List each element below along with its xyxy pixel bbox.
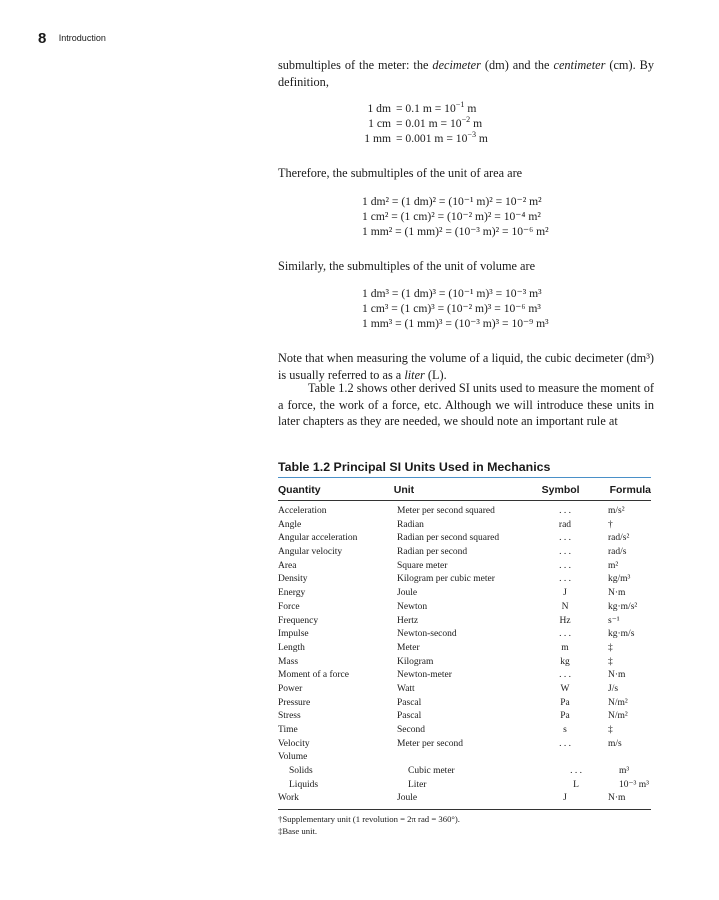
cell-formula: kg·m/s² [608,601,638,612]
cell-formula: 10⁻³ m³ [619,779,649,790]
cell-formula: rad/s² [608,533,630,544]
term-liter: liter [404,367,425,382]
equation-row: 1 dm = 0.1 $m = 10^{-1}$ m [367,100,477,115]
cell-quantity: Volume [278,752,308,763]
cell-quantity: Angle [278,519,302,530]
table-title: Table 1.2 Principal SI Units Used in Mechanics [278,460,651,478]
cell-unit: Newton-meter [397,670,452,681]
cell-formula: rad/s [608,547,627,558]
paragraph-liter: Note that when measuring the volume of a liquid, the cubic decimeter (dm³) is usually referred to as a liter (L). [278,351,654,382]
table-row [278,656,651,670]
cell-quantity: Angular velocity [278,547,343,558]
cell-unit: Radian per second squared [397,533,500,544]
footnote-base-unit: ‡Base unit. [278,826,318,837]
header-unit: Unit [393,484,415,496]
paragraph-table-intro: Table 1.2 shows other derived SI units used to measure the moment of a force, the work of a force, etc. Although we will introduce these units in later chapters as they are needed, we should note an important rule at [278,381,654,428]
table-bottom-rule [278,809,651,810]
cell-unit: Joule [397,588,418,599]
cell-formula: s⁻¹ [608,615,620,626]
cell-symbol: . . . [559,574,571,585]
si-units-table [278,484,651,837]
cell-symbol: Pa [560,711,570,722]
cell-formula: m³ [619,766,630,777]
cell-formula: m/s [608,738,622,749]
cell-formula: N/m² [608,697,628,708]
equation-row: 1 cm = 0.01 $m = 10^{-2}$ m [368,115,483,130]
cell-formula: m/s² [608,506,625,516]
cell-unit: Watt [397,683,415,694]
cell-symbol: . . . [559,629,571,640]
table-row [278,683,651,697]
cell-quantity: Energy [278,588,306,599]
cell-formula [608,751,651,765]
cell-quantity: Mass [278,656,299,667]
table-row [278,642,651,656]
cell-unit: Radian [397,519,424,530]
cell-formula: N·m [608,670,626,681]
cell-unit: Joule [397,793,418,804]
cell-symbol: rad [558,519,572,530]
equation-row: 1 mm² = (1 mm)² = (10⁻³ m)² = 10⁻⁶ m² [362,225,549,238]
cell-formula: ‡ [608,656,613,667]
cell-unit: Kilogram [397,656,434,667]
cell-quantity: Density [278,574,308,585]
table-row [278,615,651,629]
cell-quantity: Solids [289,766,313,777]
cell-unit: Newton [397,601,428,612]
cell-formula: N·m [608,793,626,804]
cell-quantity: Stress [278,711,301,722]
term-centimeter: centimeter [553,58,606,72]
cell-unit: Pascal [397,711,422,722]
table-row [278,532,651,546]
footnote-supplementary: †Supplementary unit (1 revolution = 2π rad = 360°). [278,814,460,825]
cell-formula: N/m² [608,711,628,722]
cell-unit [397,751,522,765]
cell-symbol: m [561,642,569,653]
cell-unit: Kilogram per cubic meter [397,574,495,585]
cell-symbol: . . . [559,670,571,681]
paragraph-area: Therefore, the submultiples of the unit of area are [278,166,523,180]
cell-quantity: Pressure [278,697,311,708]
cell-formula: kg·m/s [608,629,635,640]
section-title: Introduction [58,33,106,43]
cell-symbol: s [563,725,567,735]
cell-symbol: J [563,793,567,804]
cell-unit: Pascal [397,697,422,708]
cell-unit: Radian per second [397,547,468,558]
cell-unit: Second [397,725,425,735]
cell-quantity: Angular acceleration [278,533,358,544]
cell-quantity: Time [278,725,298,735]
table-row [278,792,651,806]
cell-unit: Liter [408,779,427,790]
header-symbol: Symbol [541,484,580,496]
cell-symbol: . . . [559,560,571,571]
term-decimeter: decimeter [432,58,481,72]
cell-unit: Meter per second [397,738,463,749]
equation-row: 1 cm² = (1 cm)² = (10⁻² m)² = 10⁻⁴ m² [362,210,541,223]
table-row [278,738,651,752]
cell-symbol: N [561,601,569,612]
cell-unit: Meter per second squared [397,506,495,516]
table-row [278,505,651,519]
header-quantity: Quantity [278,484,321,496]
table-row [278,779,651,793]
cell-unit: Hertz [397,615,419,626]
table-header-row [278,484,651,501]
table-row [278,573,651,587]
cell-symbol: J [563,588,567,599]
cell-symbol: W [560,683,570,694]
cell-quantity: Velocity [278,738,310,749]
cell-formula: J/s [608,683,619,694]
area-equations [278,194,654,239]
cell-unit: Newton-second [397,629,457,640]
cell-quantity: Acceleration [278,506,327,516]
table-row [278,751,651,765]
cell-symbol: kg [560,656,570,667]
cell-quantity: Area [278,560,297,571]
cell-quantity: Force [278,601,300,612]
equation-row: 1 dm³ = (1 dm)³ = (10⁻¹ m)³ = 10⁻³ m³ [362,287,542,300]
cell-unit: Cubic meter [408,766,455,777]
cell-symbol: . . . [559,533,571,544]
cell-symbol: Hz [559,615,571,626]
table-row [278,519,651,533]
equation-row: 1 cm³ = (1 cm)³ = (10⁻² m)³ = 10⁻⁶ m³ [362,302,541,315]
cell-symbol: . . . [559,506,571,516]
cell-quantity: Liquids [289,779,319,790]
table-row [278,669,651,683]
cell-unit: Square meter [397,560,448,571]
paragraph-volume: Similarly, the submultiples of the unit of volume are [278,259,536,273]
cell-symbol: . . . [559,547,571,558]
table-row [278,765,651,779]
cell-symbol: . . . [559,738,571,749]
cell-formula: ‡ [608,725,613,735]
table-row [278,710,651,724]
volume-equations [278,286,654,331]
cell-quantity: Length [278,642,305,653]
cell-formula: ‡ [608,642,613,653]
table-row [278,560,651,574]
table-row [278,601,651,615]
table-row [278,628,651,642]
cell-formula: † [608,519,613,530]
cell-quantity: Frequency [278,615,319,626]
page-number: 8 [38,30,47,47]
cell-quantity: Moment of a force [278,670,349,681]
cell-symbol [522,751,608,765]
cell-formula: N·m [608,588,626,599]
paragraph-submultiples: submultiples of the meter: the decimeter (dm) and the centimeter (cm). By definition, [278,58,654,89]
table-row [278,546,651,560]
table-row [278,587,651,601]
table-row [278,724,651,738]
cell-symbol: L [573,779,579,790]
header-formula: Formula [609,484,651,496]
cell-formula: m² [608,560,619,571]
table-row [278,697,651,711]
page-header [38,30,106,48]
cell-quantity: Work [278,793,299,804]
equation-row: 1 dm² = (1 dm)² = (10⁻¹ m)² = 10⁻² m² [362,195,542,208]
table-footnotes [278,813,651,837]
cell-symbol: . . . [570,766,582,777]
cell-symbol: Pa [560,697,570,708]
equation-row: 1 mm³ = (1 mm)³ = (10⁻³ m)³ = 10⁻⁹ m³ [362,317,549,330]
cell-quantity: Impulse [278,629,309,640]
cell-formula: kg/m³ [608,574,631,585]
cell-unit: Meter [397,642,420,653]
equation-row: 1 mm = 0.001 $m = 10^{-3}$ m [364,130,488,145]
cell-quantity: Power [278,683,303,694]
length-equations [278,101,654,146]
